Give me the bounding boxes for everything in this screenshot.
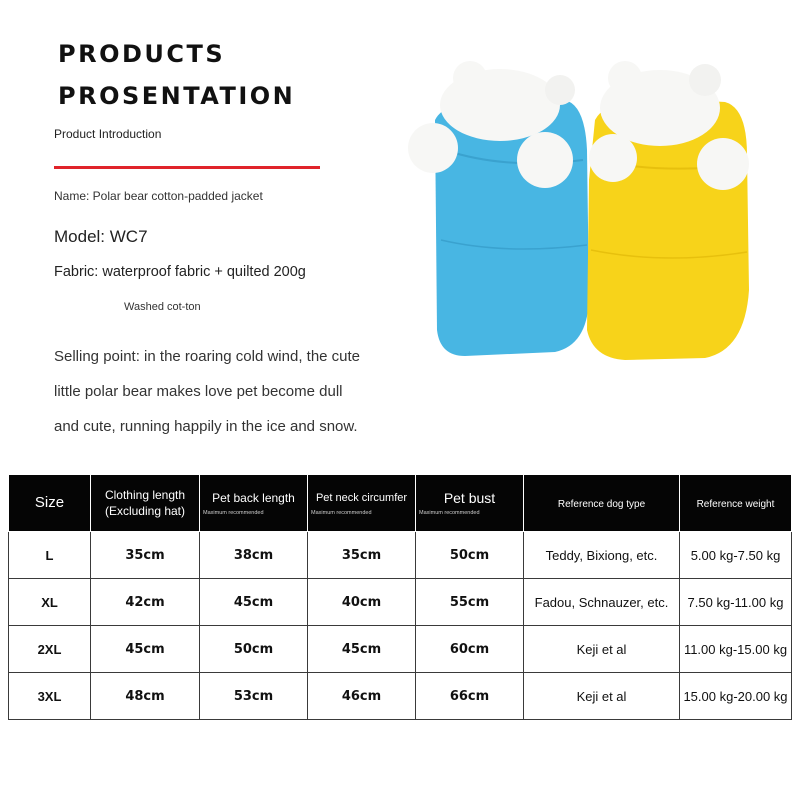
cell-dog-type: Fadou, Schnauzer, etc.	[524, 579, 680, 626]
cell-size: XL	[9, 579, 91, 626]
cell-bust: 55cm	[416, 579, 524, 626]
cell-weight: 15.00 kg-20.00 kg	[680, 673, 792, 720]
cell-neck: 46cm	[308, 673, 416, 720]
product-fabric: Fabric: waterproof fabric + quilted 200g	[54, 264, 306, 280]
product-washed-cotton: Washed cot-ton	[124, 301, 201, 313]
cell-bust: 60cm	[416, 626, 524, 673]
col-header-size: Size	[9, 475, 91, 532]
title-prosentation: PROSENTATION	[58, 82, 296, 110]
product-photo-jackets	[405, 60, 765, 370]
cell-clothing-length: 45cm	[91, 626, 200, 673]
product-name: Name: Polar bear cotton-padded jacket	[54, 189, 263, 203]
cell-size: 3XL	[9, 673, 91, 720]
cell-back-length: 45cm	[200, 579, 308, 626]
col-header-dog-type: Reference dog type	[524, 475, 680, 532]
table-row	[9, 532, 792, 579]
col-header-clothing-length: Clothing length (Excluding hat)	[91, 475, 200, 532]
col-header-pet-neck: Pet neck circumfer Maximum recommended	[308, 475, 416, 532]
product-model: Model: WC7	[54, 227, 148, 246]
table-row	[9, 673, 792, 720]
cell-back-length: 50cm	[200, 626, 308, 673]
cell-clothing-length: 42cm	[91, 579, 200, 626]
col-header-pet-bust: Pet bust Maximum recommended	[416, 475, 524, 532]
table-row	[9, 579, 792, 626]
cell-bust: 50cm	[416, 532, 524, 579]
cell-dog-type: Keji et al	[524, 673, 680, 720]
cell-clothing-length: 48cm	[91, 673, 200, 720]
cell-weight: 7.50 kg-11.00 kg	[680, 579, 792, 626]
cell-size: L	[9, 532, 91, 579]
cell-weight: 11.00 kg-15.00 kg	[680, 626, 792, 673]
cell-clothing-length: 35cm	[91, 532, 200, 579]
cell-dog-type: Keji et al	[524, 626, 680, 673]
blue-jacket-image	[408, 61, 589, 356]
red-divider	[54, 166, 320, 169]
cell-dog-type: Teddy, Bixiong, etc.	[524, 532, 680, 579]
cell-neck: 35cm	[308, 532, 416, 579]
cell-size: 2XL	[9, 626, 91, 673]
table-row	[9, 626, 792, 673]
title-products: PRODUCTS	[58, 40, 226, 68]
selling-point-line-3: and cute, running happily in the ice and snow.	[54, 418, 358, 435]
size-chart-table	[8, 474, 792, 720]
cell-bust: 66cm	[416, 673, 524, 720]
yellow-jacket-image	[587, 61, 749, 360]
cell-back-length: 53cm	[200, 673, 308, 720]
col-header-weight: Reference weight	[680, 475, 792, 532]
product-introduction-label: Product Introduction	[54, 127, 162, 141]
cell-neck: 40cm	[308, 579, 416, 626]
table-header-row	[9, 475, 792, 532]
cell-back-length: 38cm	[200, 532, 308, 579]
cell-weight: 5.00 kg-7.50 kg	[680, 532, 792, 579]
col-header-pet-back-length: Pet back length Maximum recommended	[200, 475, 308, 532]
cell-neck: 45cm	[308, 626, 416, 673]
selling-point-line-1: Selling point: in the roaring cold wind, the cute	[54, 348, 361, 365]
selling-point-line-2: little polar bear makes love pet become dull	[54, 383, 343, 400]
